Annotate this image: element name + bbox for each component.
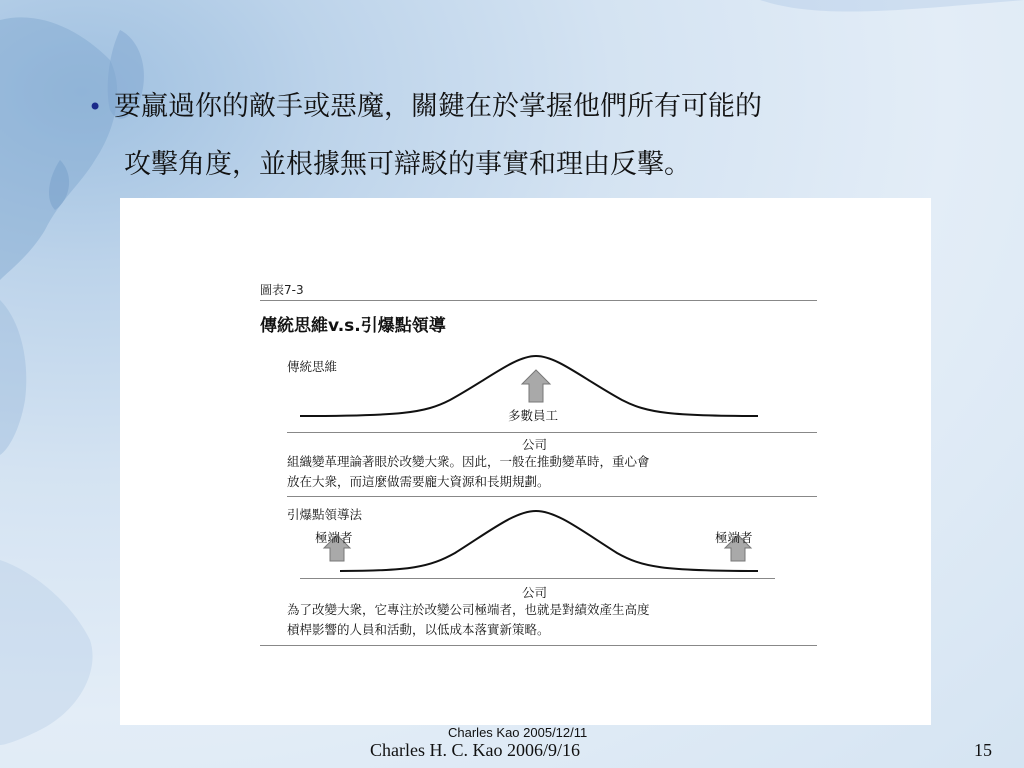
page-number: 15: [974, 740, 992, 760]
tipping-caption-line-1: 為了改變大衆，它專注於改變公司極端者，也就是對績效產生高度: [287, 602, 650, 617]
tipping-axis-rule: [300, 578, 775, 579]
tipping-label: 引爆點領導法: [287, 507, 363, 522]
section-divider: [287, 496, 817, 497]
footer-small-credit: Charles Kao 2005/12/11: [448, 725, 588, 740]
traditional-axis-rule: [287, 432, 817, 433]
bullet-line-2: 攻擊角度，並根據無可辯駁的事實和理由反擊。: [124, 149, 691, 180]
figure-number: 圖表7-3: [260, 283, 304, 297]
figure-title: 傳統思維v.s.引爆點領導: [260, 316, 446, 336]
majority-employees-label: 多數員工: [508, 408, 559, 423]
figure-panel: [120, 198, 931, 725]
tipping-caption-line-2: 槓桿影響的人員和活動，以低成本落實新策略。: [287, 622, 550, 637]
traditional-label: 傳統思維: [287, 359, 338, 374]
traditional-caption: [287, 452, 807, 492]
figure-bottom-rule: [260, 645, 817, 646]
bullet-line-1: 要贏過你的敵手或惡魔，關鍵在於掌握他們所有可能的: [114, 91, 762, 122]
footer-credit: Charles H. C. Kao 2006/9/16: [370, 740, 580, 760]
up-arrow-icon: [522, 370, 550, 402]
tipping-caption: [287, 600, 807, 640]
bullet-dot-icon: •: [88, 93, 103, 121]
figure-top-rule: [260, 300, 817, 301]
traditional-caption-line-2: 放在大衆，而這麼做需要龐大資源和長期規劃。: [287, 474, 550, 489]
bullet-point: [88, 78, 948, 194]
extremes-label-left: 極端者: [315, 530, 353, 545]
company-label-2: 公司: [522, 585, 548, 600]
traditional-caption-line-1: 組織變革理論著眼於改變大衆。因此，一般在推動變革時，重心會: [287, 454, 650, 469]
extremes-label-right: 極端者: [715, 530, 753, 545]
company-label-1: 公司: [522, 437, 548, 452]
